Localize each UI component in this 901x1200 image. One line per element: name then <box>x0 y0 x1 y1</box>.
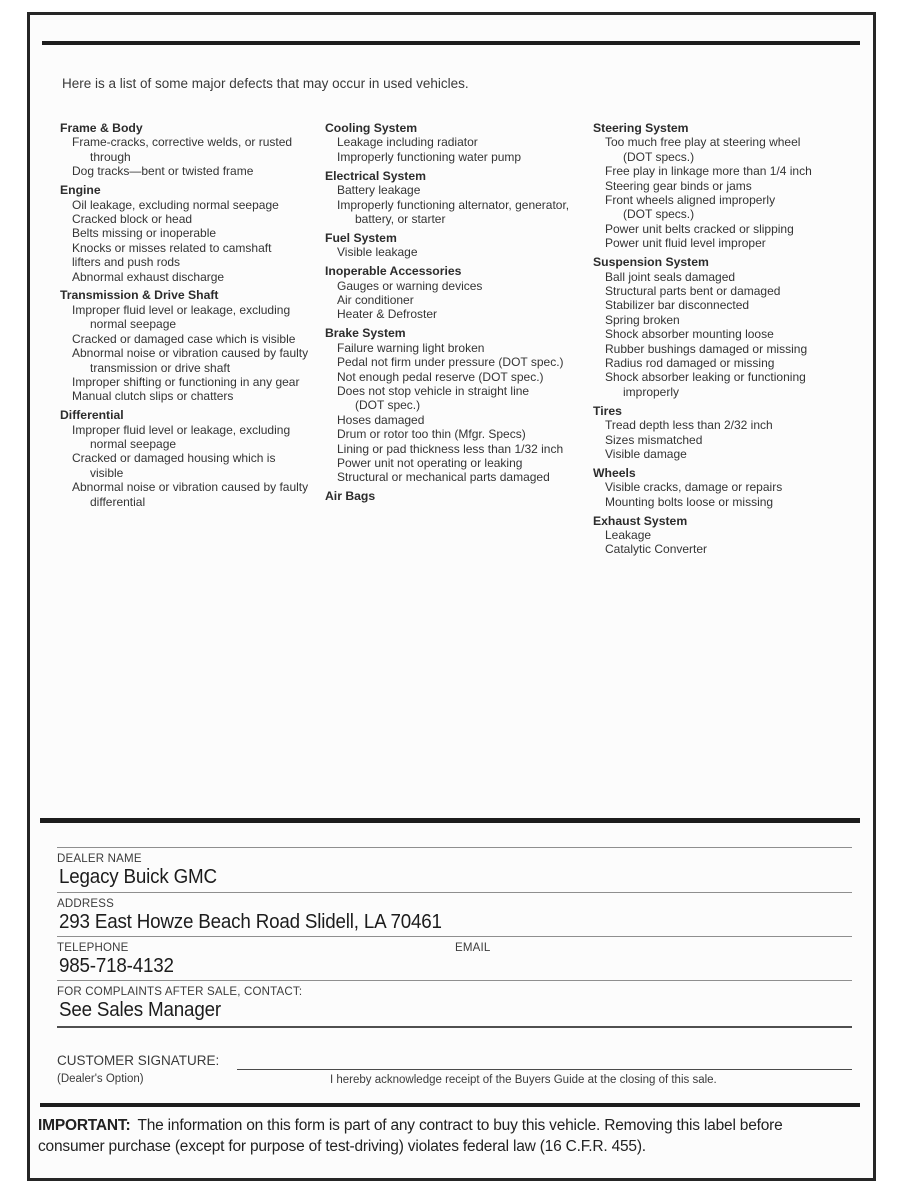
important-label: IMPORTANT: <box>38 1117 131 1134</box>
defect-category-heading: Transmission & Drive Shaft <box>60 288 219 303</box>
address-field-line <box>57 892 852 893</box>
defect-item: Abnormal exhaust discharge <box>72 269 225 284</box>
telephone-field-line <box>57 936 852 937</box>
defect-item: Shock absorber mounting loose <box>605 327 774 342</box>
defect-item: Leakage including radiator <box>337 135 478 150</box>
defect-item: Spring broken <box>605 312 680 327</box>
customer-signature-line[interactable] <box>237 1055 852 1070</box>
telephone-value: 985-718-4132 <box>59 955 174 977</box>
defect-item: Abnormal noise or vibration caused by faulty <box>72 480 309 495</box>
defect-item: Abnormal noise or vibration caused by faulty <box>72 346 309 361</box>
defect-item: Visible cracks, damage or repairs <box>605 480 783 495</box>
defect-section <box>593 514 865 557</box>
important-text: The information on this form is part of any contract to buy this vehicle. Removing this label before consumer purchase (except for purpose of test-driving) violates federal law (16 C.F.R. 455). <box>38 1117 783 1155</box>
defect-item: normal seepage <box>90 437 177 452</box>
defect-section <box>60 288 332 403</box>
defect-item: Gauges or warning devices <box>337 278 483 293</box>
defect-item: Lining or pad thickness less than 1/32 inch <box>337 441 564 456</box>
defect-category-heading: Inoperable Accessories <box>325 264 462 279</box>
defect-category-heading: Engine <box>60 183 101 198</box>
defect-item: Dog tracks—bent or twisted frame <box>72 164 254 179</box>
complaints-label: FOR COMPLAINTS AFTER SALE, CONTACT: <box>57 984 303 998</box>
defect-item: transmission or drive shaft <box>90 360 231 375</box>
important-rule <box>40 1103 860 1107</box>
defect-item: Ball joint seals damaged <box>605 269 736 284</box>
defect-category-heading: Air Bags <box>325 489 376 504</box>
complaints-value: See Sales Manager <box>59 999 221 1021</box>
email-label: EMAIL <box>455 940 491 954</box>
address-label: ADDRESS <box>57 896 115 910</box>
defect-section <box>325 121 587 164</box>
defect-section <box>593 255 865 399</box>
defect-item: Manual clutch slips or chatters <box>72 389 234 404</box>
defect-item: Improper fluid level or leakage, excluding <box>72 302 291 317</box>
defect-item: Cracked or damaged housing which is <box>72 451 276 466</box>
defect-item: Not enough pedal reserve (DOT spec.) <box>337 369 544 384</box>
defect-item: (DOT specs.) <box>623 149 695 164</box>
defect-item: Power unit belts cracked or slipping <box>605 221 794 236</box>
signature-acknowledgement-text: I hereby acknowledge receipt of the Buyers Guide at the closing of this sale. <box>330 1074 717 1086</box>
defect-item: Visible leakage <box>337 245 418 260</box>
defect-item: Belts missing or inoperable <box>72 226 217 241</box>
defect-item: battery, or starter <box>355 211 446 226</box>
buyers-guide-page <box>27 12 876 1181</box>
defect-category-heading: Differential <box>60 408 124 423</box>
defect-item: Battery leakage <box>337 183 421 198</box>
defect-item: lifters and push rods <box>72 255 181 270</box>
dealer-name-value: Legacy Buick GMC <box>59 866 217 888</box>
defect-section <box>60 183 332 284</box>
defect-item: Pedal not firm under pressure (DOT spec.) <box>337 355 564 370</box>
defect-category-heading: Exhaust System <box>593 513 688 528</box>
dealer-name-label: DEALER NAME <box>57 851 142 865</box>
defect-item: Rubber bushings damaged or missing <box>605 341 808 356</box>
defect-category-heading: Cooling System <box>325 121 418 135</box>
defect-item: Structural parts bent or damaged <box>605 283 781 298</box>
defect-item: Shock absorber leaking or functioning <box>605 370 806 385</box>
defect-category-heading: Suspension System <box>593 255 709 270</box>
defect-item: Oil leakage, excluding normal seepage <box>72 197 279 212</box>
defect-category-heading: Tires <box>593 403 622 418</box>
defect-item: Improper fluid level or leakage, excluding <box>72 422 291 437</box>
defect-item: visible <box>90 465 124 480</box>
defect-category-heading: Steering System <box>593 121 689 135</box>
defect-section <box>593 466 865 509</box>
intro-text: Here is a list of some major defects that may occur in used vehicles. <box>62 76 469 91</box>
defect-item: Steering gear binds or jams <box>605 178 752 193</box>
defect-item: Improperly functioning water pump <box>337 149 522 164</box>
defect-section <box>325 326 587 484</box>
defect-category-heading: Frame & Body <box>60 121 143 135</box>
address-value: 293 East Howze Beach Road Slidell, LA 70461 <box>59 911 442 933</box>
defect-item: Mounting bolts loose or missing <box>605 494 774 509</box>
defect-item: Free play in linkage more than 1/4 inch <box>605 164 812 179</box>
defect-item: through <box>90 149 131 164</box>
important-notice <box>38 1115 840 1157</box>
defect-item: Power unit not operating or leaking <box>337 455 523 470</box>
defect-item: (DOT specs.) <box>623 207 695 222</box>
defect-item: Cracked block or head <box>72 211 193 226</box>
defect-item: Catalytic Converter <box>605 542 708 557</box>
defect-item: Power unit fluid level improper <box>605 236 766 251</box>
defect-item: Front wheels aligned improperly <box>605 193 776 208</box>
defect-section <box>593 121 865 251</box>
customer-signature-label: CUSTOMER SIGNATURE: <box>57 1053 220 1068</box>
defect-item: Hoses damaged <box>337 412 425 427</box>
defect-category-heading: Wheels <box>593 465 636 480</box>
defect-item: Heater & Defroster <box>337 307 438 322</box>
defect-item: differential <box>90 494 146 509</box>
defect-item: Improperly functioning alternator, generator, <box>337 197 570 212</box>
complaints-field-line <box>57 980 852 981</box>
middle-rule <box>40 818 860 823</box>
defect-section <box>593 404 865 462</box>
defect-item: Air conditioner <box>337 292 414 307</box>
defect-category-heading: Brake System <box>325 326 406 341</box>
defect-section <box>325 169 587 227</box>
defect-item: Knocks or misses related to camshaft <box>72 240 272 255</box>
defect-item: Visible damage <box>605 446 687 461</box>
defect-item: Drum or rotor too thin (Mfgr. Specs) <box>337 427 526 442</box>
defect-item: Improper shifting or functioning in any gear <box>72 374 300 389</box>
defect-item: Radius rod damaged or missing <box>605 356 775 370</box>
defect-item: improperly <box>623 384 680 399</box>
defect-section <box>325 489 587 503</box>
defect-category-heading: Fuel System <box>325 230 397 245</box>
defect-item: normal seepage <box>90 317 177 332</box>
defects-column-1 <box>60 121 332 509</box>
defect-category-heading: Electrical System <box>325 168 426 183</box>
defect-item: Failure warning light broken <box>337 340 485 355</box>
dealer-name-field-line <box>57 847 852 848</box>
defect-section <box>325 264 587 322</box>
defect-item: Too much free play at steering wheel <box>605 135 801 150</box>
defect-item: Tread depth less than 2/32 inch <box>605 418 773 433</box>
defect-item: Sizes mismatched <box>605 432 703 447</box>
top-rule <box>42 41 860 45</box>
defect-section <box>325 231 587 260</box>
defect-item: Leakage <box>605 527 652 542</box>
defect-item: Stabilizer bar disconnected <box>605 298 750 313</box>
defect-item: Structural or mechanical parts damaged <box>337 470 550 485</box>
defect-item: Cracked or damaged case which is visible <box>72 331 296 346</box>
defect-section <box>60 121 332 179</box>
defect-item: (DOT spec.) <box>355 398 421 413</box>
defects-column-2 <box>325 121 587 504</box>
defects-column-3 <box>593 121 865 557</box>
section-divider-line <box>57 1026 852 1028</box>
defect-section <box>60 408 332 509</box>
dealers-option-note: (Dealer's Option) <box>57 1073 144 1085</box>
telephone-label: TELEPHONE <box>57 940 129 954</box>
defect-item: Frame-cracks, corrective welds, or rusted <box>72 135 293 150</box>
defect-item: Does not stop vehicle in straight line <box>337 383 530 398</box>
